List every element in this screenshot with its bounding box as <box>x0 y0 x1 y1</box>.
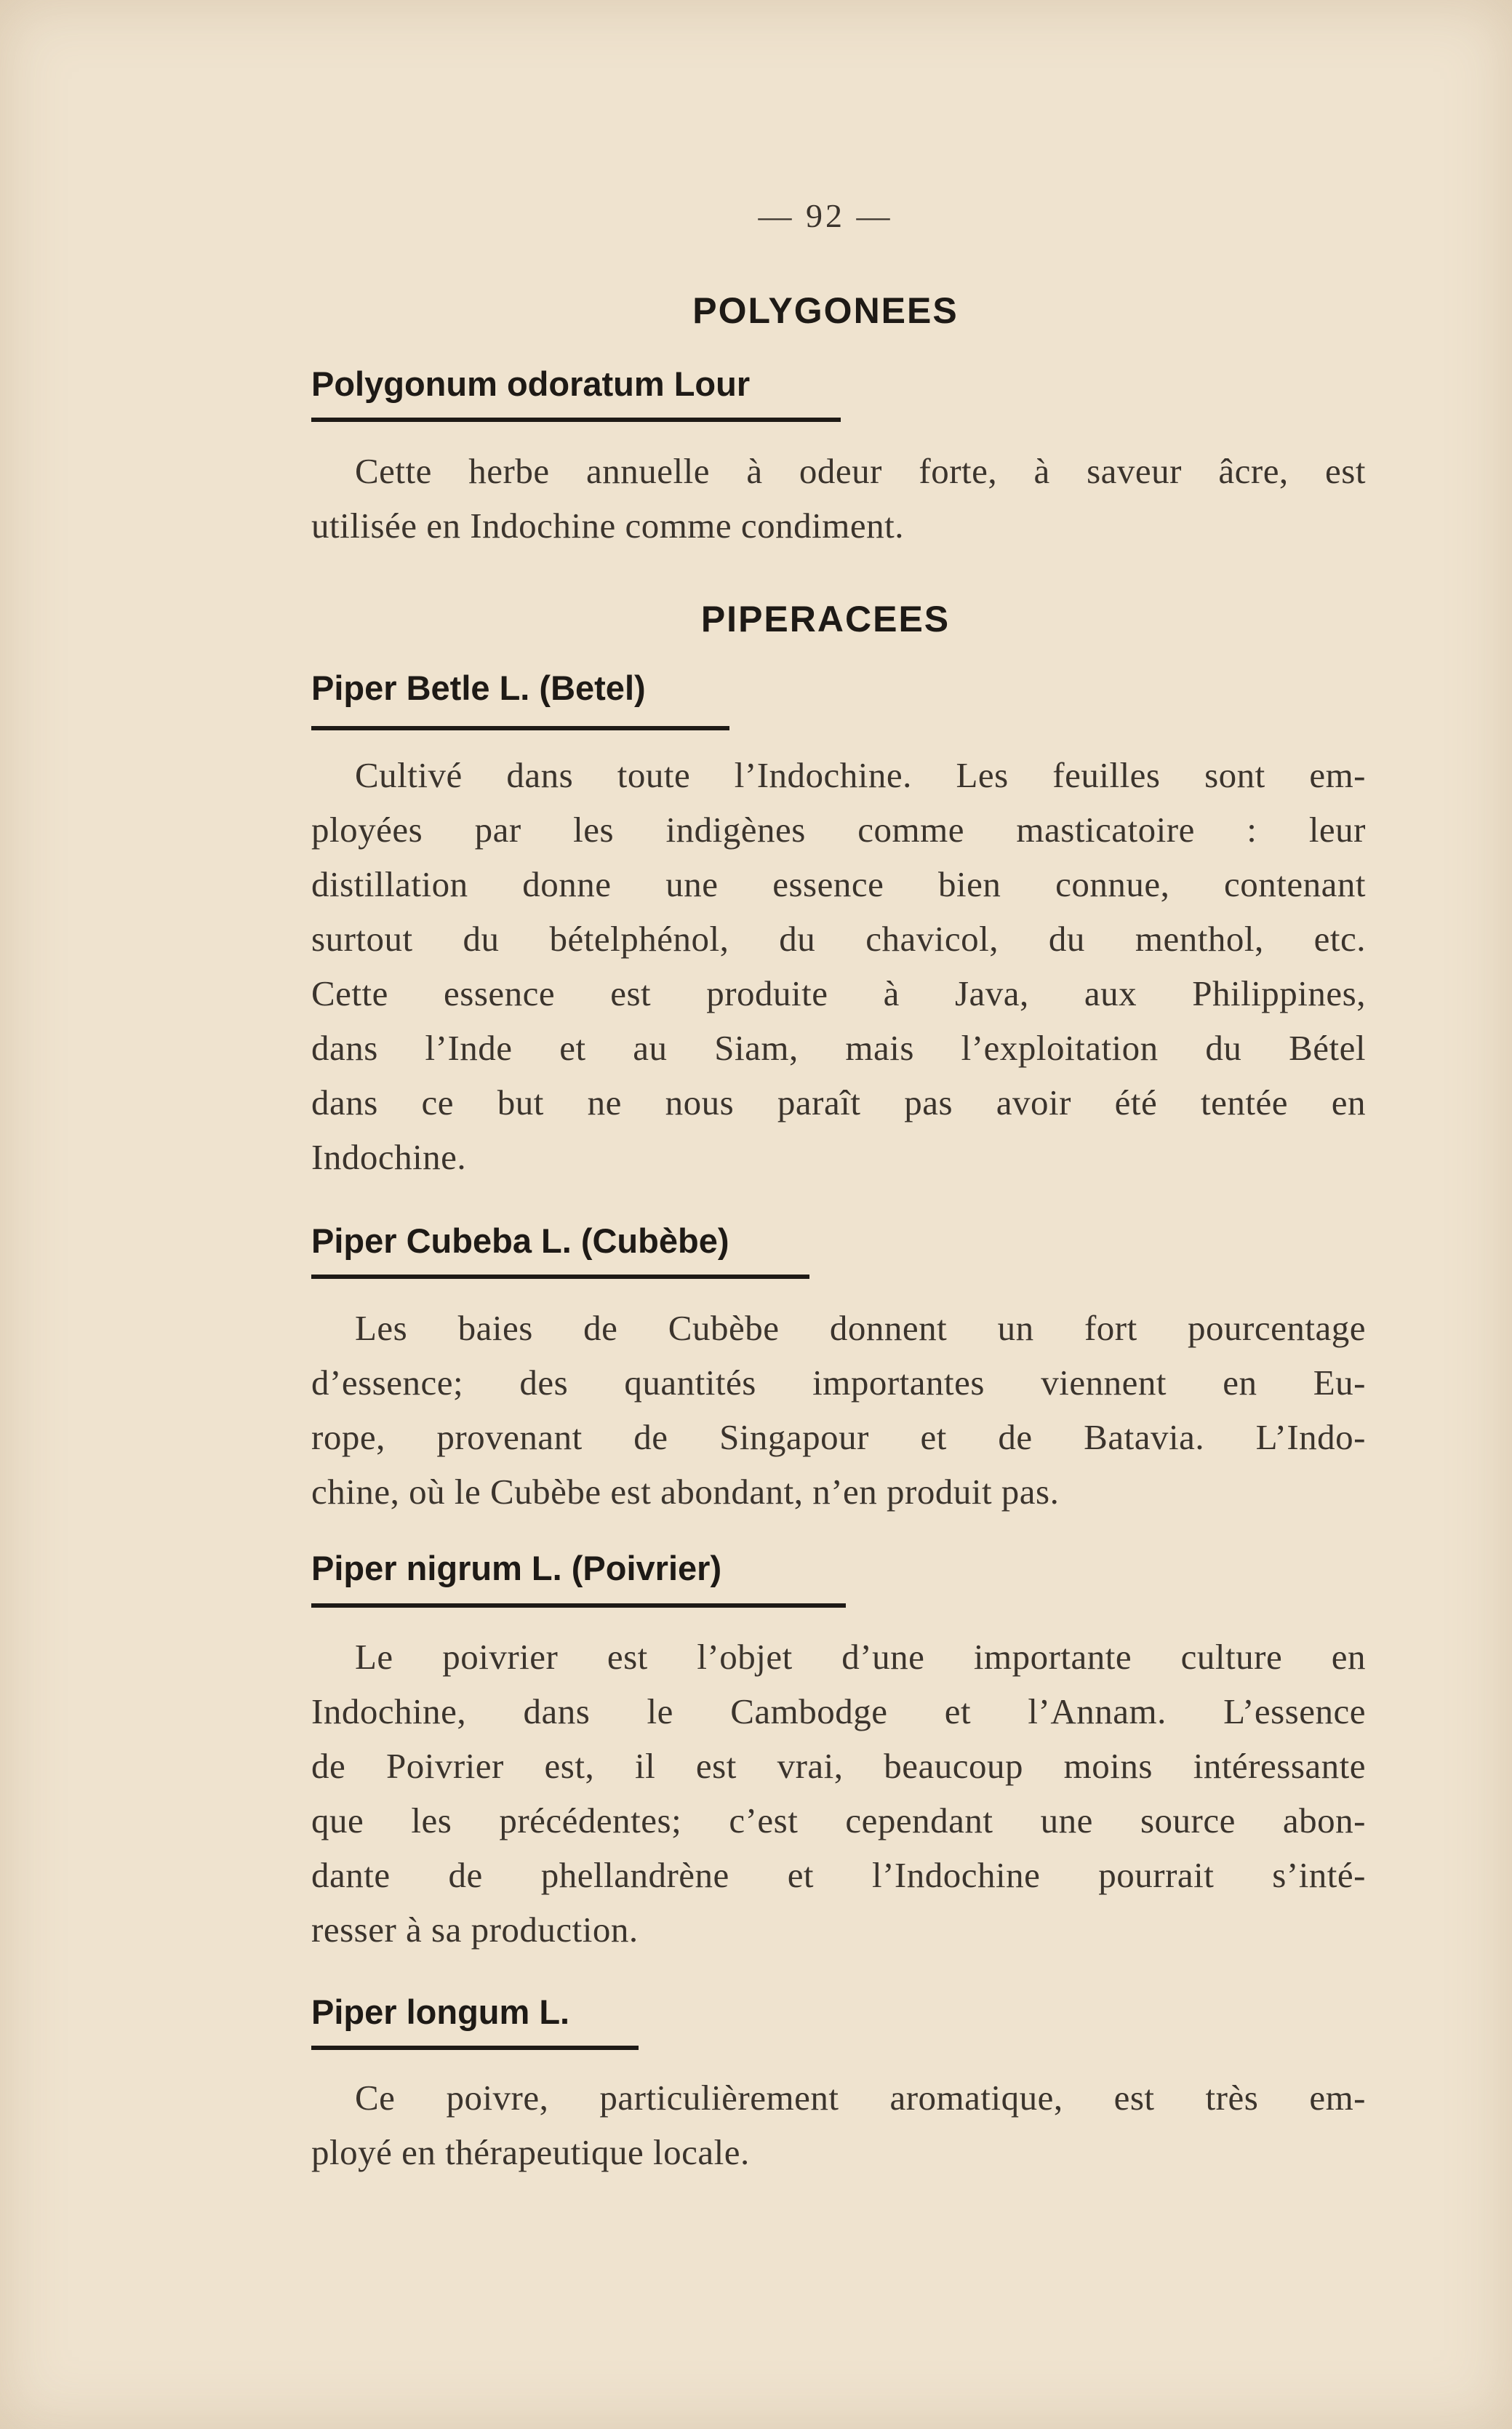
text-line: utilisée en Indochine comme condiment. <box>311 506 905 546</box>
family-heading-polygonees: POLYGONEES <box>692 290 959 331</box>
text-line: Indochine, dans le Cambodge et l’Annam. L’essence <box>311 1691 1366 1731</box>
paragraph-piper-longum <box>311 2070 1366 2179</box>
species-heading-polygonum-odoratum: Polygonum odoratum Lour <box>311 364 751 403</box>
page-number: — 92 — <box>758 197 893 234</box>
text-line: rope, provenant de Singapour et de Batavia. L’Indo- <box>311 1417 1366 1457</box>
text-line: Ce poivre, particulièrement aromatique, est très em- <box>355 2078 1366 2118</box>
text-line: Cette essence est produite à Java, aux Philippines, <box>311 973 1366 1013</box>
paragraph-piper-betle <box>311 748 1366 1184</box>
text-line: Cette herbe annuelle à odeur forte, à saveur âcre, est <box>355 451 1366 491</box>
text-line: dans ce but ne nous paraît pas avoir été tentée en <box>311 1082 1366 1122</box>
species-underline <box>311 418 841 422</box>
species-underline <box>311 1275 809 1279</box>
text-line: dans l’Inde et au Siam, mais l’exploitation du Bétel <box>311 1028 1366 1068</box>
species-heading-piper-longum: Piper longum L. <box>311 1993 570 2031</box>
text-line: Cultivé dans toute l’Indochine. Les feuilles sont em- <box>355 755 1366 795</box>
species-heading-piper-cubeba: Piper Cubeba L. (Cubèbe) <box>311 1221 729 1260</box>
paragraph-polygonum-odoratum <box>311 444 1366 553</box>
species-underline <box>311 1603 846 1608</box>
text-line: que les précédentes; c’est cependant une source abon- <box>311 1800 1366 1840</box>
text-line: Indochine. <box>311 1137 467 1177</box>
text-line: distillation donne une essence bien connue, contenant <box>311 864 1366 904</box>
family-heading-piperacees: PIPERACEES <box>700 599 951 639</box>
text-line: ployé en thérapeutique locale. <box>311 2132 750 2172</box>
text-line: chine, où le Cubèbe est abondant, n’en produit pas. <box>311 1472 1060 1512</box>
species-underline <box>311 2046 639 2050</box>
text-line: de Poivrier est, il est vrai, beaucoup moins intéressante <box>311 1746 1366 1786</box>
text-line: dante de phellandrène et l’Indochine pourrait s’inté- <box>311 1855 1366 1895</box>
paragraph-piper-nigrum <box>311 1630 1366 1957</box>
text-line: ployées par les indigènes comme masticatoire : leur <box>311 810 1366 850</box>
text-line: surtout du bételphénol, du chavicol, du menthol, etc. <box>311 919 1366 959</box>
text-line: d’essence; des quantités importantes viennent en Eu- <box>311 1363 1366 1403</box>
text-line: Les baies de Cubèbe donnent un fort pourcentage <box>355 1308 1366 1348</box>
paragraph-piper-cubeba <box>311 1301 1366 1519</box>
text-line: resser à sa production. <box>311 1910 639 1950</box>
species-heading-piper-betle: Piper Betle L. (Betel) <box>311 669 646 707</box>
species-underline <box>311 726 729 730</box>
species-heading-piper-nigrum: Piper nigrum L. (Poivrier) <box>311 1549 722 1587</box>
text-line: Le poivrier est l’objet d’une importante culture en <box>355 1637 1366 1677</box>
